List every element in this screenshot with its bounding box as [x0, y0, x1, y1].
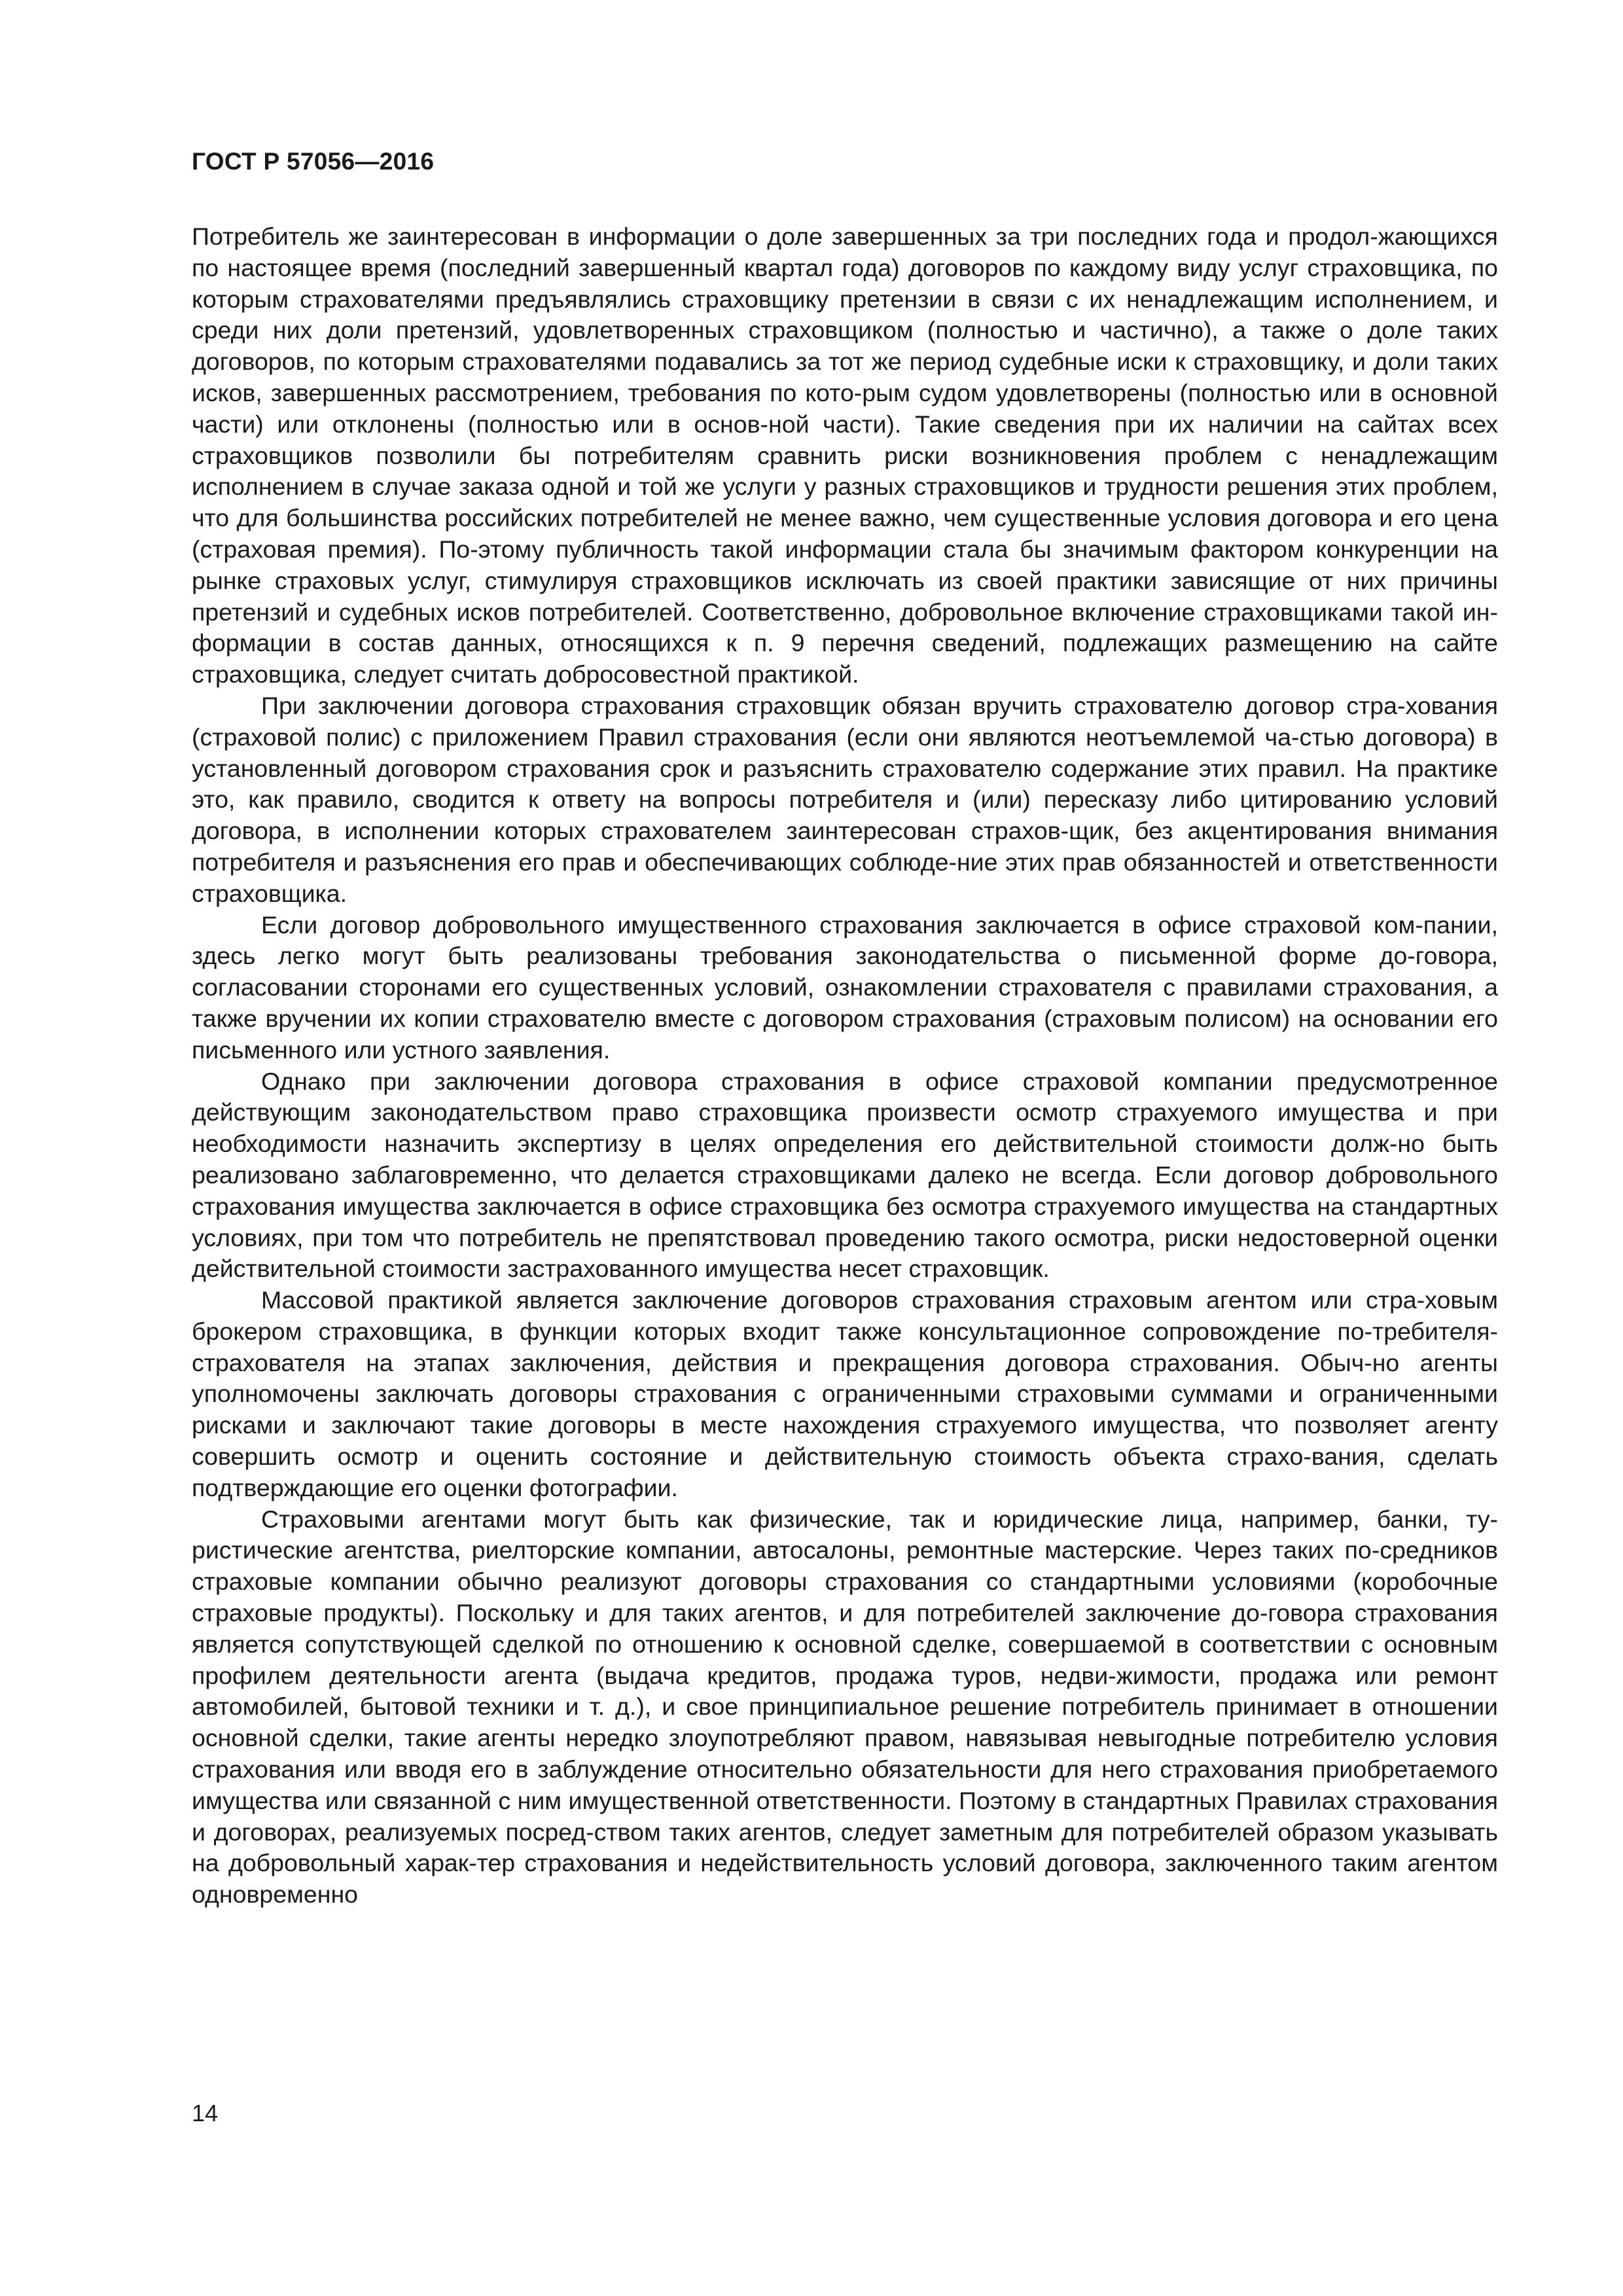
paragraph: Страховыми агентами могут быть как физические, так и юридические лица, например, банки, ту-ристические агентства, риелторские компании, автосалоны, ремонтные мастерские. Через таких по-средников страховые компании обычно реализуют договоры страхования со стандартными условиями (коробочные страховые продукты). Поскольку и для таких агентов, и для потребителей заключение до-говора страхования является сопутствующей сделкой по отношению к основной сделке, совершаемой в соответствии с основным профилем деятельности агента (выдача кредитов, продажа туров, недви-жимости, продажа или ремонт автомобилей, бытовой техники и т. д.), и свое принципиальное решение потребитель принимает в отношении основной сделки, такие агенты нередко злоупотребляют правом, навязывая невыгодные потребителю условия страхования или вводя его в заблуждение относительно обязательности для него страхования приобретаемого имущества или связанной с ним имущественной ответственности. Поэтому в стандартных Правилах страхования и договорах, реализуемых посред-ством таких агентов, следует заметным для потребителей образом указывать на добровольный харак-тер страхования и недействительность условий договора, заключенного таким агентом одновременно	[192, 1505, 1498, 1909]
document-header: ГОСТ Р 57056—2016	[192, 148, 435, 175]
document-body	[192, 221, 1498, 1910]
paragraph: Однако при заключении договора страхования в офисе страховой компании предусмотренное действующим законодательством право страховщика произвести осмотр страхуемого имущества и при необходимости назначить экспертизу в целях определения его действительной стоимости долж-но быть реализовано заблаговременно, что делается страховщиками далеко не всегда. Если договор добровольного страхования имущества заключается в офисе страховщика без осмотра страхуемого имущества на стандартных условиях, при том что потребитель не препятствовал проведению такого осмотра, риски недостоверной оценки действительной стоимости застрахованного имущества несет страховщик.	[192, 1067, 1498, 1283]
paragraph: Массовой практикой является заключение договоров страхования страховым агентом или стра-ховым брокером страховщика, в функции которых входит также консультационное сопровождение по-требителя-страхователя на этапах заключения, действия и прекращения договора страхования. Обыч-но агенты уполномочены заключать договоры страхования с ограниченными страховыми суммами и ограниченными рисками и заключают такие договоры в месте нахождения страхуемого имущества, что позволяет агенту совершить осмотр и оценить состояние и действительную стоимость объекта страхо-вания, сделать подтверждающие его оценки фотографии.	[192, 1286, 1498, 1501]
paragraph: При заключении договора страхования страховщик обязан вручить страхователю договор стра-хования (страховой полис) с приложением Правил страхования (если они являются неотъемлемой ча-стью договора) в установленный договором страхования срок и разъяснить страхователю содержание этих правил. На практике это, как правило, сводится к ответу на вопросы потребителя и (или) пересказу либо цитированию условий договора, в исполнении которых страхователем заинтересован страхов-щик, без акцентирования внимания потребителя и разъяснения его прав и обеспечивающих соблюде-ние этих прав обязанностей и ответственности страховщика.	[192, 691, 1498, 907]
paragraph: Потребитель же заинтересован в информации о доле завершенных за три последних года и продол-жающихся по настоящее время (последний завершенный квартал года) договоров по каждому виду услуг страховщика, по которым страхователями предъявлялись страховщику претензии в связи с их ненадлежащим исполнением, и среди них доли претензий, удовлетворенных страховщиком (полностью и частично), а также о доле таких договоров, по которым страхователями подавались за тот же период судебные иски к страховщику, и доли таких исков, завершенных рассмотрением, требования по кото-рым судом удовлетворены (полностью или в основной части) или отклонены (полностью или в основ-ной части). Такие сведения при их наличии на сайтах всех страховщиков позволили бы потребителям сравнить риски возникновения проблем с ненадлежащим исполнением в случае заказа одной и той же услуги у разных страховщиков и трудности решения этих проблем, что для большинства российских потребителей не менее важно, чем существенные условия договора и его цена (страховая премия). По-этому публичность такой информации стала бы значимым фактором конкуренции на рынке страховых услуг, стимулируя страховщиков исключать из своей практики зависящие от них причины претензий и судебных исков потребителей. Соответственно, добровольное включение страховщиками такой ин-формации в состав данных, относящихся к п. 9 перечня сведений, подлежащих размещению на сайте страховщика, следует считать добросовестной практикой.	[192, 223, 1498, 689]
paragraph: Если договор добровольного имущественного страхования заключается в офисе страховой ком-пании, здесь легко могут быть реализованы требования законодательства о письменной форме до-говора, согласовании сторонами его существенных условий, ознакомлении страхователя с правилами страхования, а также вручении их копии страхователю вместе с договором страхования (страховым полисом) на основании его письменного или устного заявления.	[192, 910, 1498, 1064]
page-number: 14	[192, 2100, 219, 2126]
